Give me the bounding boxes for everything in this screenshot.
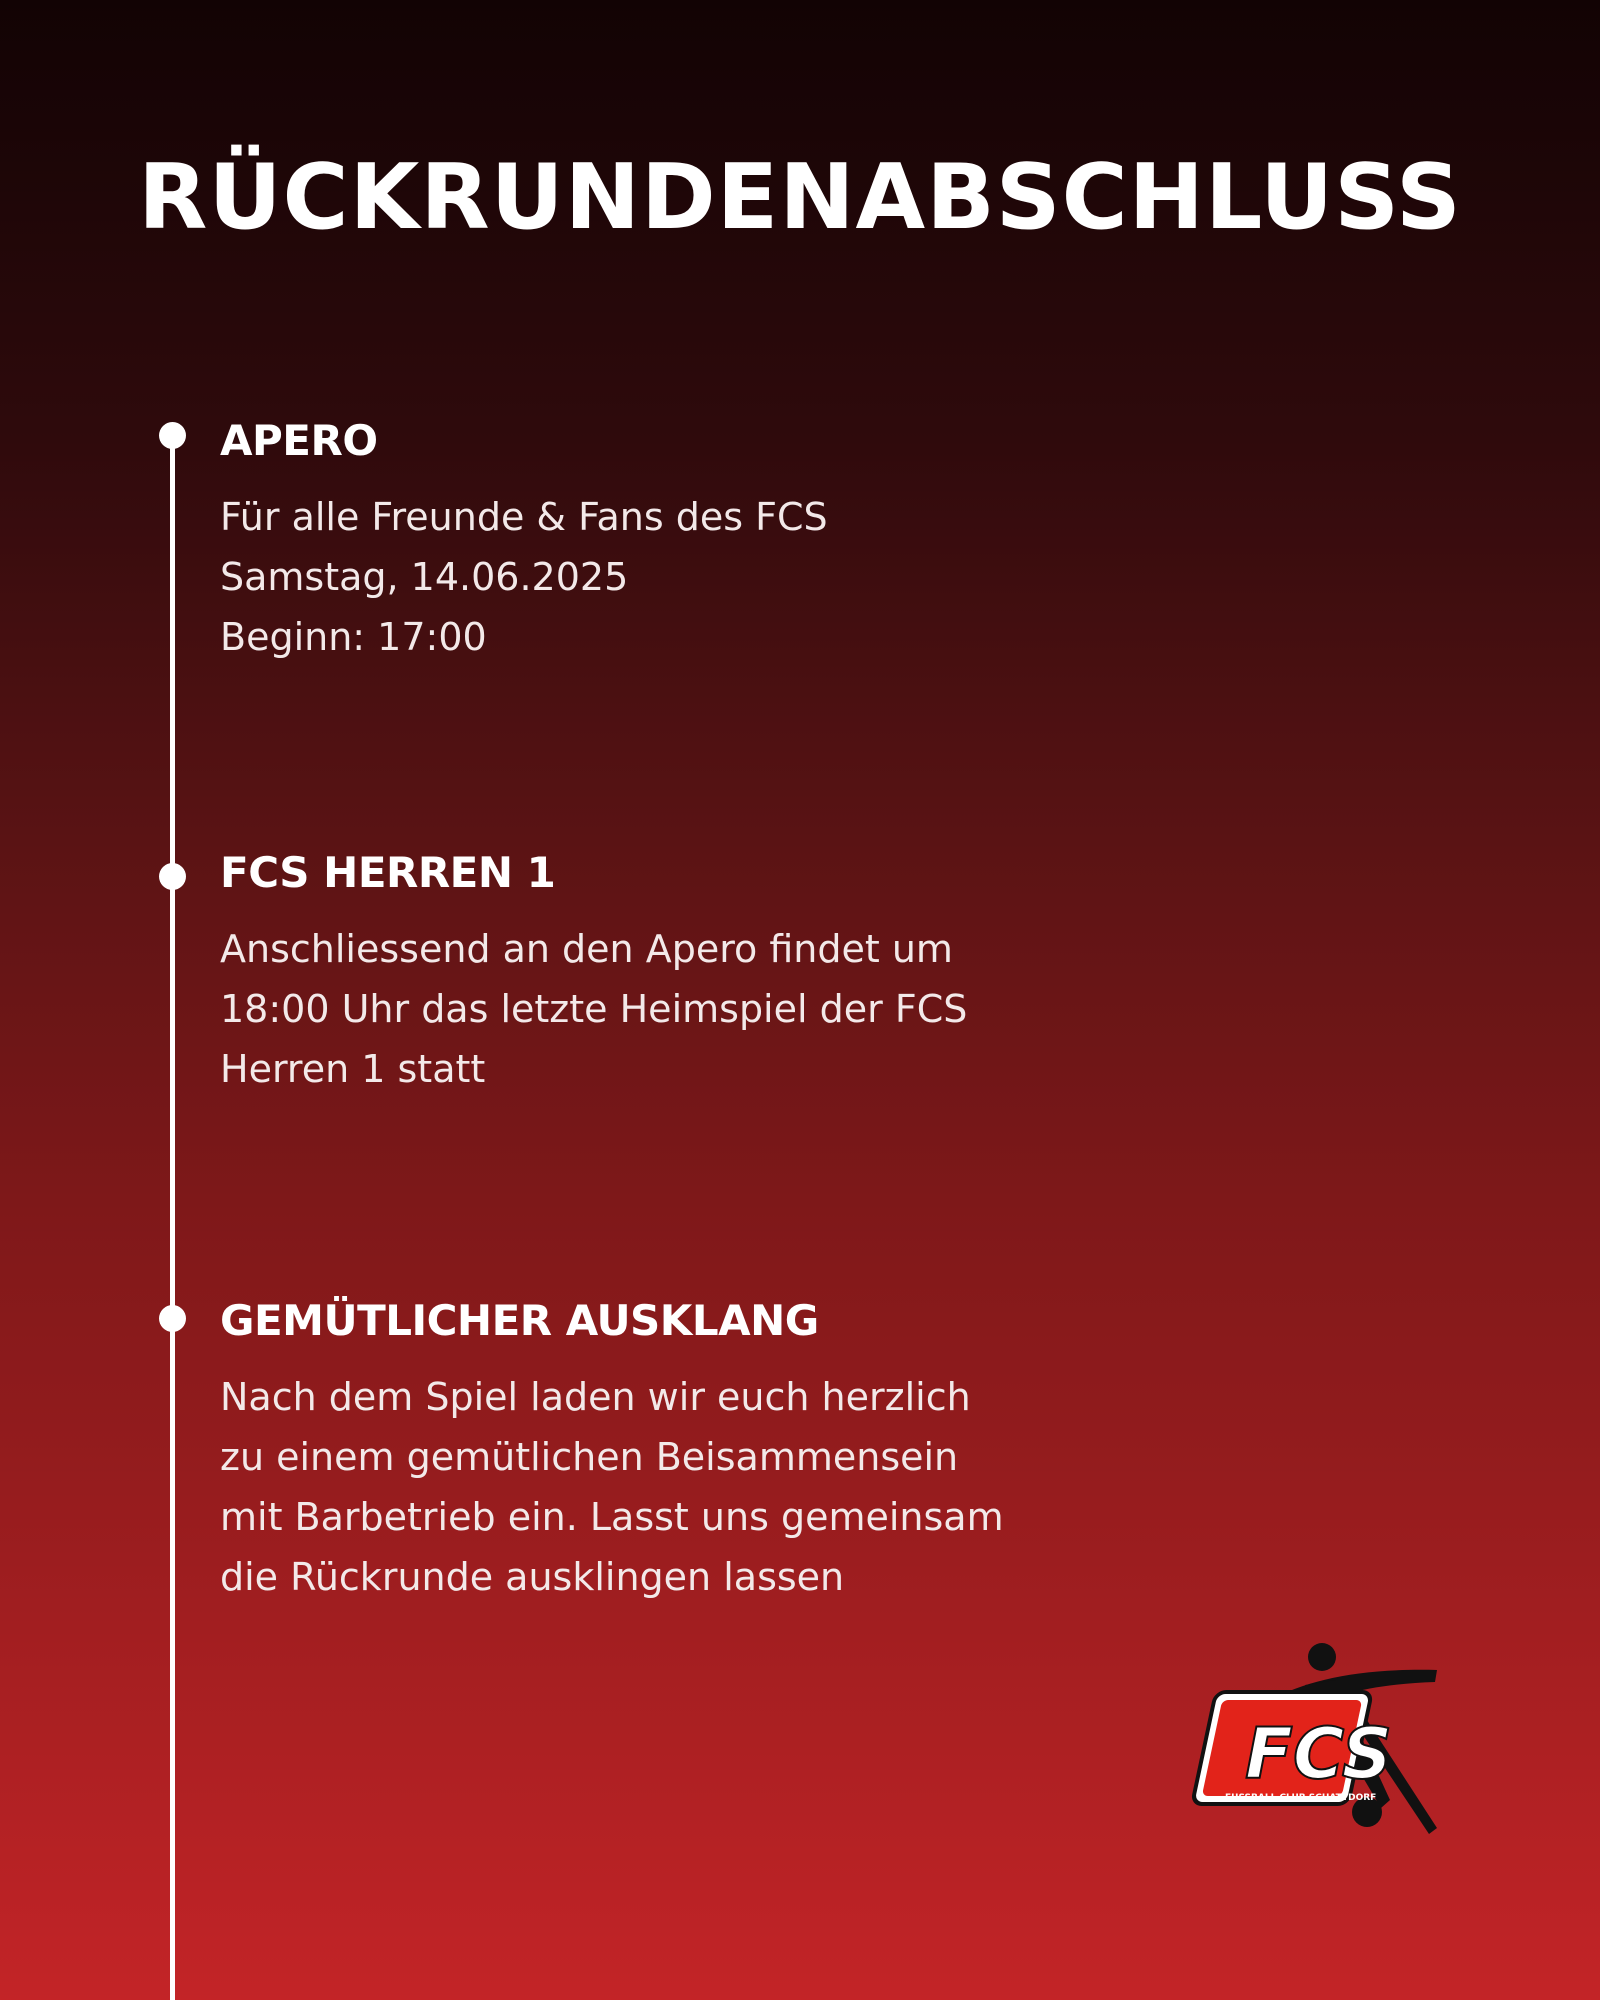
section-text-line: Herren 1 statt — [220, 1047, 486, 1091]
section-heading: APERO — [220, 416, 378, 465]
section-fcs-herren — [220, 845, 1120, 1099]
timeline-line — [170, 433, 175, 2000]
logo-subtext: FUSSBALL CLUB SCHATTDORF — [1225, 1793, 1377, 1803]
page-title: RÜCKRUNDENABSCHLUSS — [138, 145, 1462, 250]
timeline-dot-apero — [159, 422, 186, 449]
section-heading: FCS HERREN 1 — [220, 848, 556, 897]
section-apero — [220, 413, 1120, 667]
section-gemuetlicher-ausklang — [220, 1293, 1120, 1607]
section-text-line: die Rückrunde ausklingen lassen — [220, 1555, 845, 1599]
section-text-line: Samstag, 14.06.2025 — [220, 555, 629, 599]
fcs-logo-icon — [1185, 1640, 1445, 1840]
section-text-line: zu einem gemütlichen Beisammensein — [220, 1435, 959, 1479]
section-text-line: Nach dem Spiel laden wir euch herzlich — [220, 1375, 971, 1419]
section-text-line: 18:00 Uhr das letzte Heimspiel der FCS — [220, 987, 968, 1031]
logo-player-head — [1308, 1643, 1336, 1671]
timeline-dot-ausklang — [159, 1305, 186, 1332]
timeline-dot-herren — [159, 863, 186, 890]
section-text-line: Für alle Freunde & Fans des FCS — [220, 495, 828, 539]
section-heading: GEMÜTLICHER AUSKLANG — [220, 1296, 819, 1345]
section-text-line: Beginn: 17:00 — [220, 615, 487, 659]
section-text-line: Anschliessend an den Apero findet um — [220, 927, 953, 971]
logo-text: FCS — [1245, 1713, 1393, 1795]
section-text-line: mit Barbetrieb ein. Lasst uns gemeinsam — [220, 1495, 1004, 1539]
